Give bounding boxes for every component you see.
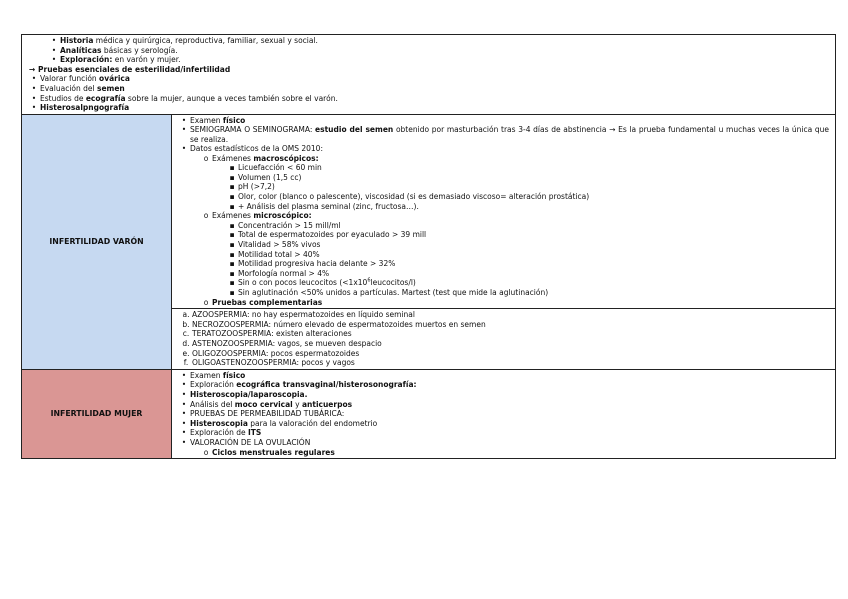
list-item: ▪ Licuefacción < 60 min [229, 163, 322, 173]
list-item: • Exploración de ITS [181, 428, 262, 438]
male-row [22, 114, 835, 369]
male-tests-cell [172, 115, 835, 308]
list-item: • Exploración ecográfica transvaginal/histerosonografía: [181, 380, 417, 390]
intro-row [22, 35, 835, 114]
list-item: • Estudios de ecografía sobre la mujer, aunque a veces también sobre el varón. [31, 93, 338, 103]
list-item: ▪ Motilidad progresiva hacia delante > 32% [229, 259, 396, 269]
list-item: • Exploración: en varón y mujer. [51, 55, 181, 65]
intro-cell [22, 35, 835, 114]
list-item: o Exámenes macroscópicos: [203, 153, 319, 163]
arrow-icon: → [28, 64, 36, 74]
list-item: • Histeroscopia para la valoración del endometrio [181, 418, 378, 428]
female-label-cell [22, 370, 172, 458]
list-item: • Histeroscopia/laparoscopia. [181, 389, 308, 399]
male-label: INFERTILIDAD VARÓN [49, 236, 144, 246]
list-item: • Análisis del moco cervical y anticuerpos [181, 399, 353, 409]
section-heading: → Pruebas esenciales de esterilidad/infertilidad [26, 65, 831, 75]
list-item: e. OLIGOZOOSPERMIA: pocos espermatozoides [182, 348, 360, 358]
list-item: ▪ + Análisis del plasma seminal (zinc, fructosa…). [229, 201, 419, 211]
infertility-table [21, 34, 836, 459]
list-item: • Histerosalpngografía [31, 103, 130, 113]
list-item: d. ASTENOZOOSPERMIA: vagos, se mueven despacio [182, 338, 382, 348]
list-item: • Historia médica y quirúrgica, reproductiva, familiar, sexual y social. [51, 36, 318, 45]
list-item: ▪ Total de espermatozoides por eyaculado > 39 mill [229, 230, 427, 240]
female-tests-cell [172, 370, 835, 458]
list-item: ▪ Morfología normal > 4% [229, 268, 330, 278]
list-item: ▪ Sin aglutinación <50% unidos a partículas. Martest (test que mide la aglutinación) [229, 288, 549, 297]
female-label: INFERTILIDAD MUJER [50, 409, 143, 419]
list-item: f. OLIGOASTENOZOOSPERMIA: pocos y vagos [183, 358, 355, 368]
list-item: • Valorar función ovárica [31, 74, 130, 84]
list-item: ▪ Motilidad total > 40% [229, 249, 320, 259]
list-item: o Exámenes microscópico: [203, 211, 312, 221]
list-item: c. TERATOZOOSPERMIA: existen alteraciones [182, 329, 352, 339]
list-item: • VALORACIÓN DE LA OVULACIÓN [181, 437, 311, 447]
list-item: ▪ Concentración > 15 mill/ml [229, 220, 341, 230]
list-item: a. AZOOSPERMIA: no hay espermatozoides en líquido seminal [182, 310, 415, 320]
list-item: • Datos estadísticos de la OMS 2010: [181, 144, 323, 154]
list-item: • Analíticas básicas y serología. [51, 45, 178, 55]
list-item: ▪ pH (>7,2) [229, 182, 275, 192]
list-item: ▪ Olor, color (blanco o palescente), viscosidad (si es demasiado viscoso= alteración prostática) [229, 192, 590, 202]
list-item: b. NECROZOOSPERMIA: número elevado de espermatozoides muertos en semen [182, 319, 486, 329]
list-item: o Ciclos menstruales regulares [203, 447, 335, 457]
list-item: • PRUEBAS DE PERMEABILIDAD TUBÁRICA: [181, 409, 345, 419]
list-item: ▪ Sin o con pocos leucocitos $(<1x10^6leucocitos/l)$ [229, 277, 416, 288]
list-item: o Pruebas complementarias [203, 297, 323, 307]
male-conditions-cell [172, 308, 835, 369]
list-item: • Examen físico [181, 115, 246, 125]
female-row [22, 369, 835, 458]
male-label-cell [22, 115, 172, 369]
list-item: ▪ Vitalidad > 58% vivos [229, 240, 321, 250]
list-item: • Examen físico [181, 370, 246, 380]
list-item: ▪ Volumen (1,5 cc) [229, 172, 302, 182]
list-item: • SEMIOGRAMA O SEMINOGRAMA: estudio del semen obtenido por masturbación tras 3-4 días de abstinencia → Es la prueba fundamental u muchas veces la única que se realiza. [181, 125, 830, 144]
list-item: • Evaluación del semen [31, 83, 125, 93]
